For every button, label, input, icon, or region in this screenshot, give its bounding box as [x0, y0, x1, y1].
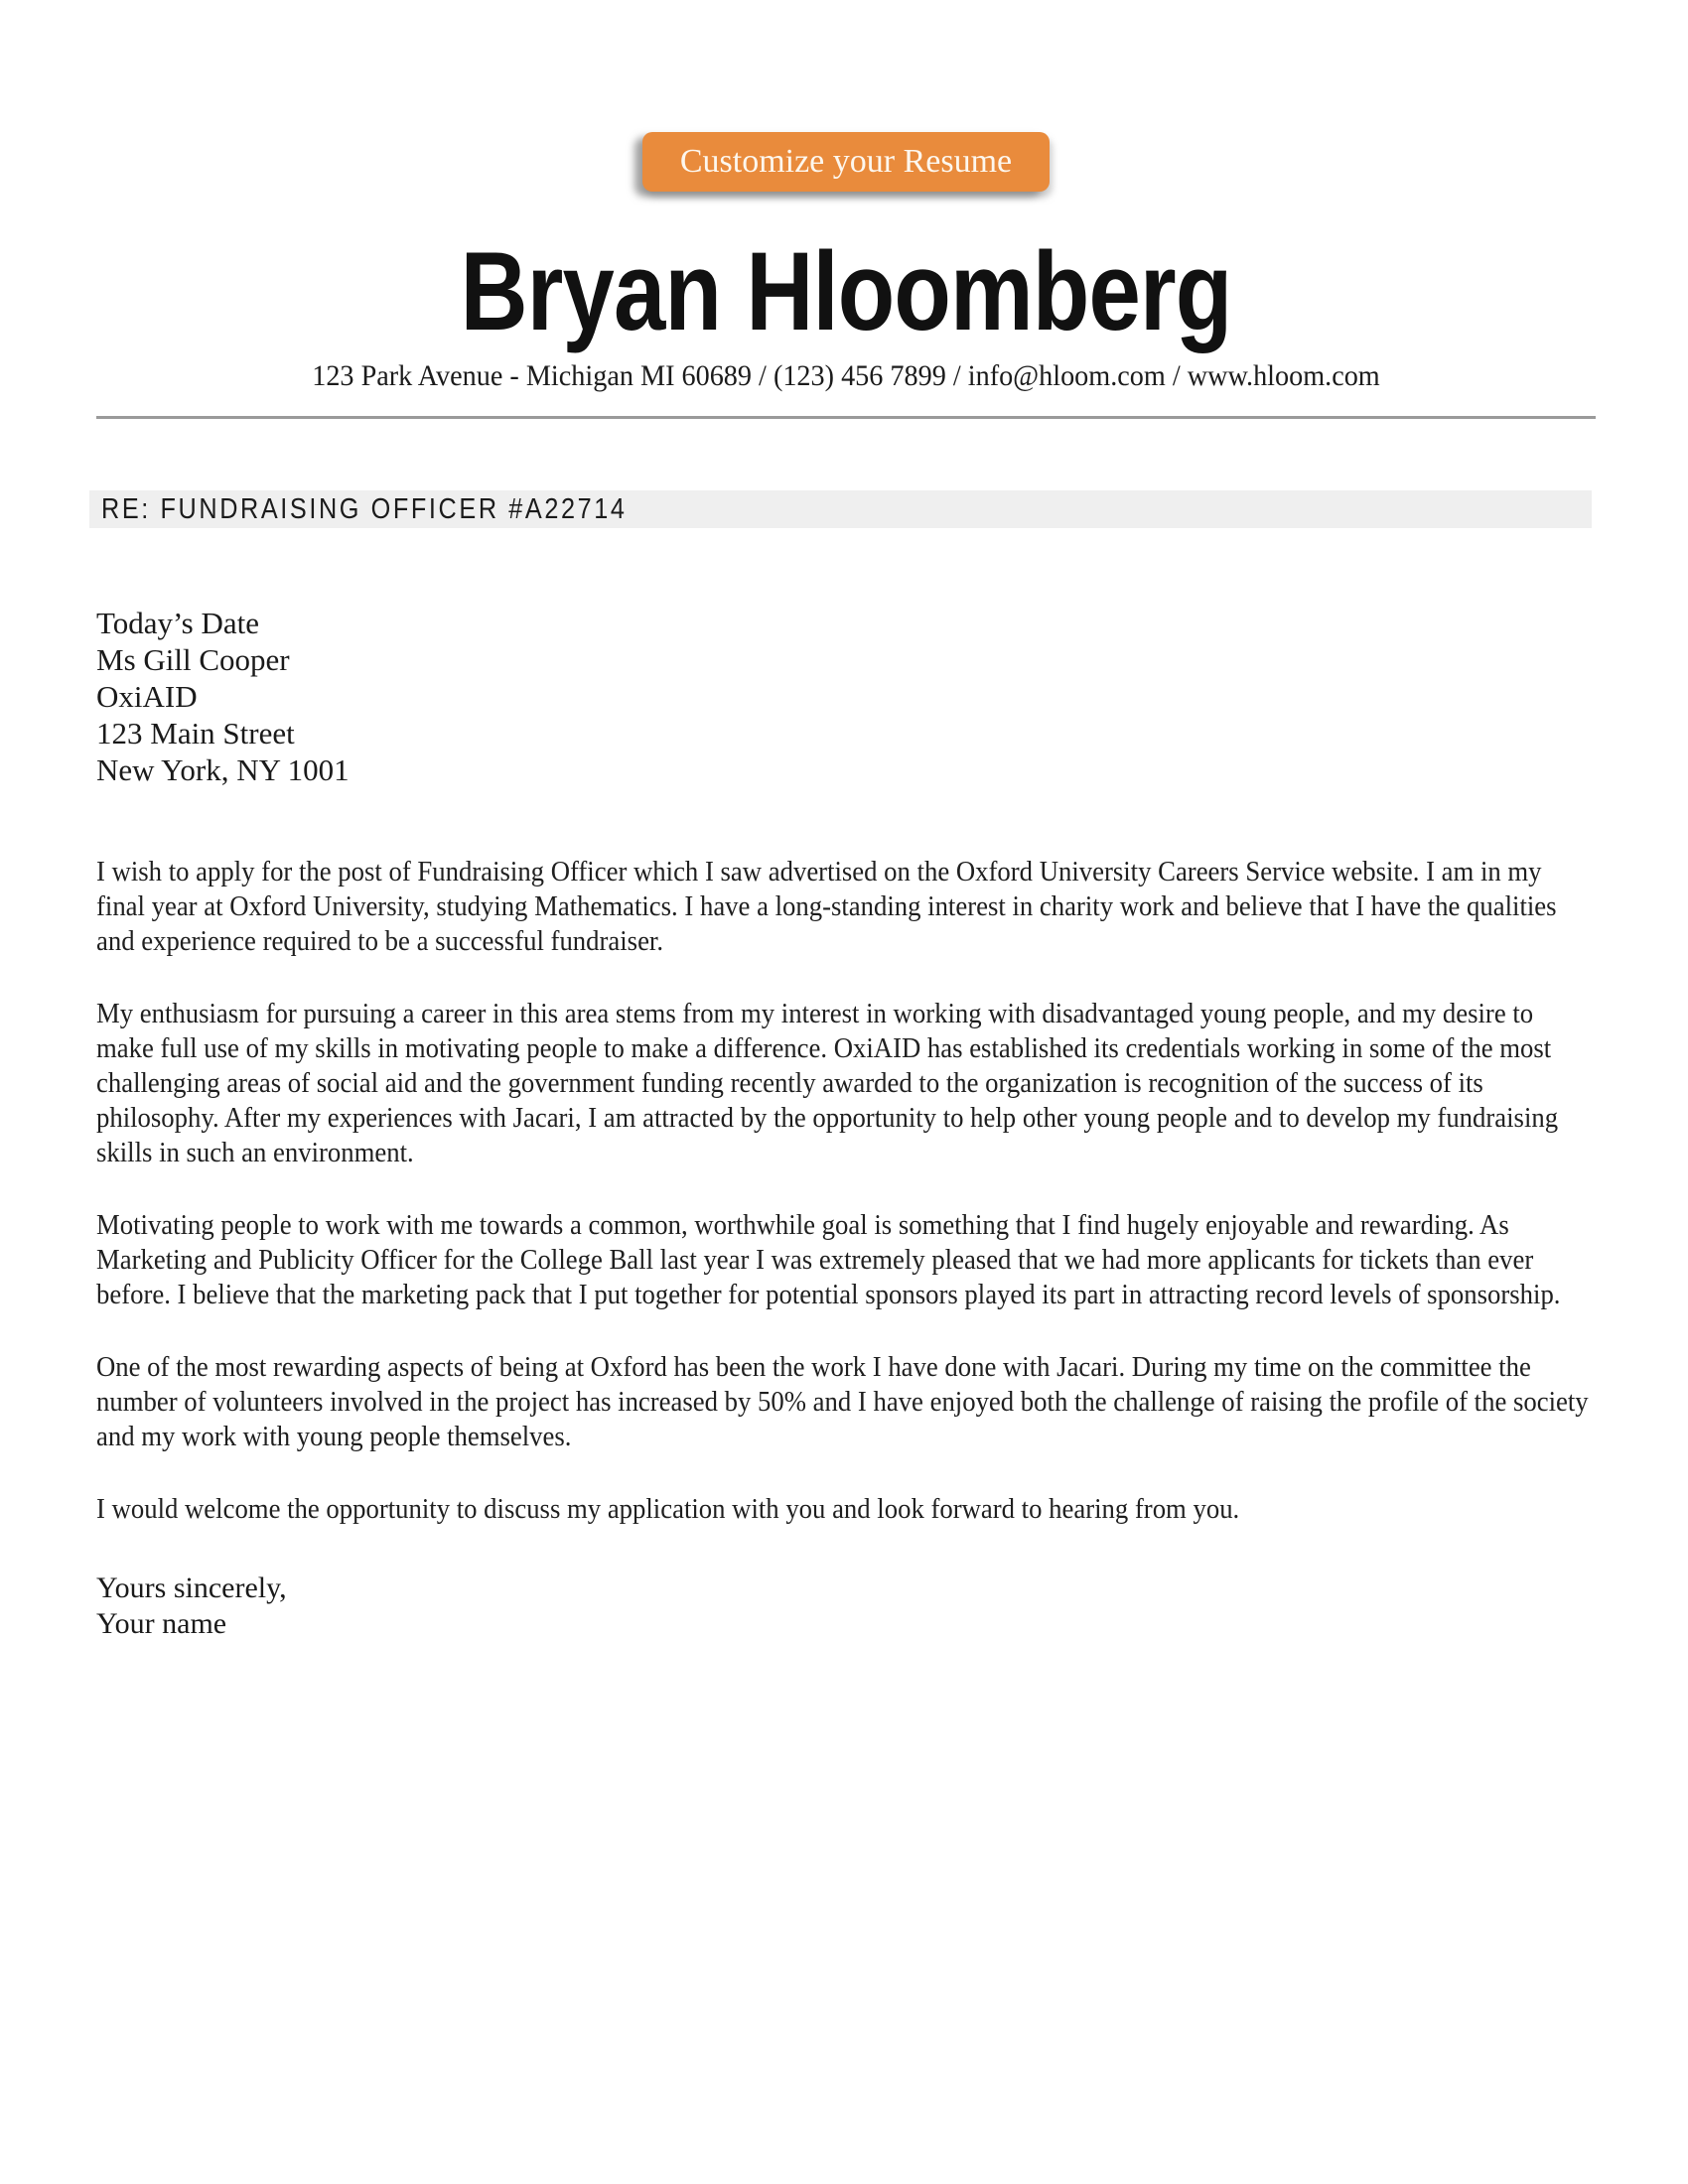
paragraph: Motivating people to work with me towards a common, worthwhile goal is something that I find hugely enjoyable and rewarding. As Marketing and Publicity Officer for the College Ball last year I was extremely pleased that we had more applicants for tickets than ever before. I believe that the marketing pack that I put together for potential sponsors played its part in attracting record levels of sponsorship.: [96, 1209, 1561, 1310]
paragraph: I wish to apply for the post of Fundraising Officer which I saw advertised on the Oxford University Careers Service website. I am in my final year at Oxford University, studying Mathematics. I have a long-standing interest in charity work and believe that I have the qualities and experience required to be a successful fundraiser.: [96, 856, 1557, 957]
closing-line: Your name: [96, 1607, 227, 1640]
paragraph: My enthusiasm for pursuing a career in this area stems from my interest in working with disadvantaged young people, and my desire to make full use of my skills in motivating people to make a difference. OxiAID has established its credentials working in some of the most challenging areas of social aid and the government funding recently awarded to the organization is recognition of the success of its philosophy. After my experiences with Jacari, I am attracted by the opportunity to help other young people and to develop my fundraising skills in such an environment.: [96, 998, 1559, 1168]
paragraph: I would welcome the opportunity to discuss my application with you and look forward to hearing from you.: [96, 1493, 1240, 1525]
recipient-line: Ms Gill Cooper: [96, 642, 290, 677]
recipient-line: 123 Main Street: [96, 716, 295, 751]
subject-line: RE: FUNDRAISING OFFICER #A22714: [101, 493, 628, 525]
closing-block: [96, 1570, 1596, 1642]
paragraph: One of the most rewarding aspects of being at Oxford has been the work I have done with Jacari. During my time on the committee the number of volunteers involved in the project has increased by 50% and I have enjoyed both the challenge of raising the profile of the society and my work with young people themselves.: [96, 1351, 1589, 1452]
letter-body: [96, 855, 1596, 1527]
subject-bar: [89, 490, 1592, 528]
header-divider: [96, 416, 1596, 419]
recipient-block: [96, 605, 1596, 788]
closing-line: Yours sincerely,: [96, 1571, 287, 1604]
recipient-line: New York, NY 1001: [96, 752, 350, 787]
recipient-line: OxiAID: [96, 679, 198, 714]
recipient-line: Today’s Date: [96, 606, 259, 640]
customize-resume-button[interactable]: Customize your Resume: [642, 132, 1050, 192]
page-title-name: Bryan Hloomberg: [460, 229, 1232, 353]
contact-line: 123 Park Avenue - Michigan MI 60689 / (123) 456 7899 / info@hloom.com / www.hloom.com: [312, 359, 1380, 392]
